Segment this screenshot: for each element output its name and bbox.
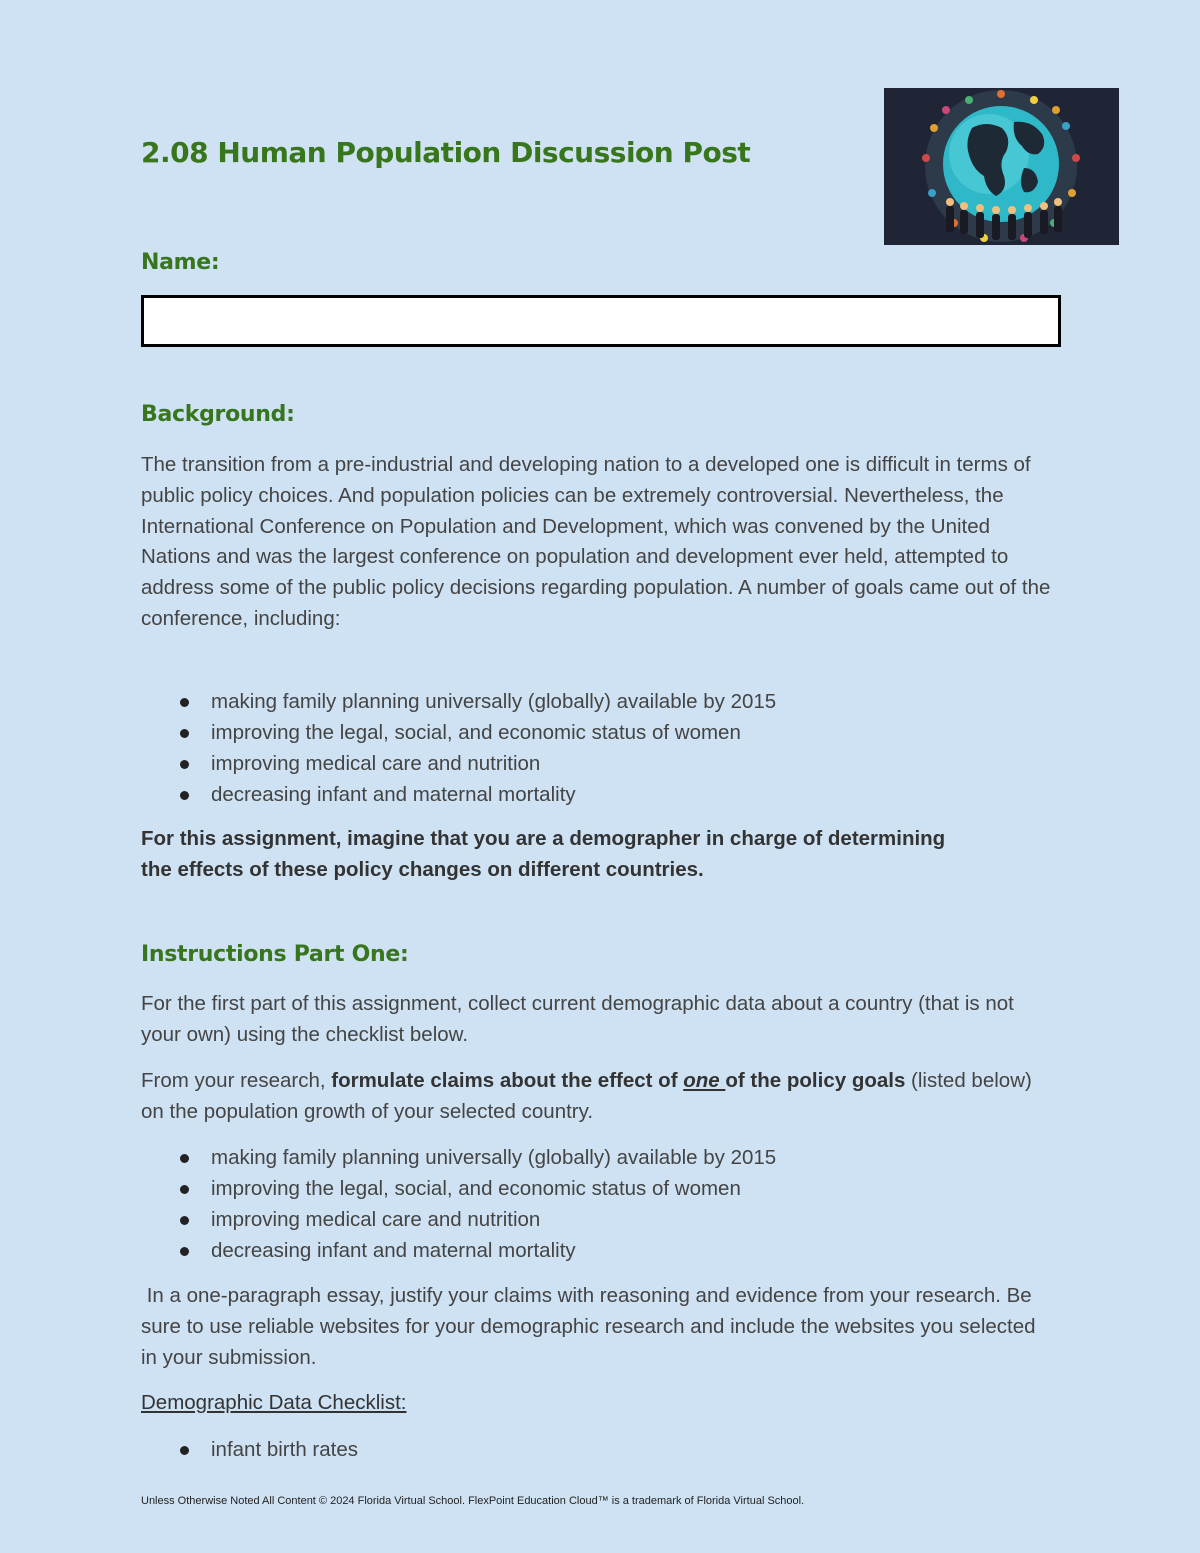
p2-text-b: (listed below) on the population growth of your selected country. — [141, 1069, 1032, 1123]
instructions-paragraph-3: In a one-paragraph essay, justify your claims with reasoning and evidence from your research. Be sure to use reliable websites for your demographic research and include the websites you selected in your submission. — [141, 1284, 1042, 1369]
name-input-box[interactable] — [141, 295, 1061, 347]
list-item: decreasing infant and maternal mortality — [141, 1235, 776, 1266]
p2-emphasis-one: one — [683, 1069, 726, 1092]
list-item: making family planning universally (globally) available by 2015 — [141, 1142, 776, 1173]
p2-bold-b: of the policy goals — [725, 1069, 906, 1092]
name-label: Name: — [141, 250, 220, 275]
background-heading: Background: — [141, 402, 295, 427]
list-item: infant birth rates — [141, 1434, 358, 1465]
instructions-paragraph-2 — [141, 1066, 1041, 1128]
list-item: improving the legal, social, and economic status of women — [141, 1173, 776, 1204]
globe-people-image — [884, 88, 1119, 245]
page-title: 2.08 Human Population Discussion Post — [141, 136, 751, 169]
background-paragraph: The transition from a pre-industrial and developing nation to a developed one is difficult in terms of public policy choices. And population policies can be extremely controversial. Nevertheless, the International Conference on Population and Development, which was convened by the United Nations and was the largest conference on population and development ever held, attempted to address some of the public policy decisions regarding population. A number of goals came out of the conference, including: — [141, 453, 1051, 630]
instructions-paragraph-1: For the first part of this assignment, collect current demographic data about a country (that is not your own) using the checklist below. — [141, 992, 1014, 1046]
list-item: improving the legal, social, and economic status of women — [141, 717, 776, 748]
list-item: making family planning universally (globally) available by 2015 — [141, 686, 776, 717]
checklist-title: Demographic Data Checklist: — [141, 1391, 407, 1414]
copyright-footer: Unless Otherwise Noted All Content © 2024 Florida Virtual School. FlexPoint Education Cloud™ is a trademark of Florida Virtual School. — [141, 1495, 805, 1507]
background-goals-list — [141, 686, 776, 810]
p2-bold-a: formulate claims about the effect of — [331, 1069, 684, 1092]
list-item: improving medical care and nutrition — [141, 748, 776, 779]
instructions-goals-list — [141, 1142, 776, 1266]
p2-text-a: From your research, — [141, 1069, 332, 1092]
list-item: decreasing infant and maternal mortality — [141, 779, 776, 810]
checklist-list — [141, 1434, 358, 1465]
instructions-heading: Instructions Part One: — [141, 942, 409, 967]
list-item: improving medical care and nutrition — [141, 1204, 776, 1235]
globe-illustration — [884, 88, 1119, 245]
assignment-statement: For this assignment, imagine that you are a demographer in charge of determining the effects of these policy changes on different countries. — [141, 827, 946, 881]
